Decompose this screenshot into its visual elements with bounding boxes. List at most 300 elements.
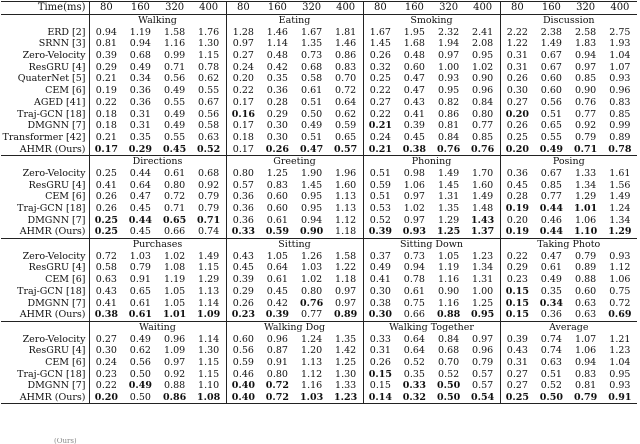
method-name-cell: Traj-GCN [18] [17, 108, 86, 120]
value-cell: 1.16 [438, 297, 460, 309]
value-cell: 0.39 [403, 120, 425, 132]
best-value-text: 0.14 [368, 392, 392, 404]
best-value-cell [569, 226, 603, 238]
value-cell: 1.02 [301, 274, 323, 286]
best-value-text: 0.33 [231, 226, 255, 238]
method-name-cell: Zero-Velocity [22, 167, 86, 179]
action-header-cell: Discussion [500, 14, 637, 26]
value-cell: 0.28 [266, 96, 288, 108]
table-row [1, 392, 637, 404]
value-cell: 1.30 [335, 368, 357, 380]
value-cell: 0.60 [266, 203, 288, 215]
value-cell: 0.52 [403, 356, 425, 368]
value-cell: 0.72 [609, 297, 631, 309]
value-cell: 0.97 [335, 285, 357, 297]
time-header-cell: 160 [123, 2, 157, 15]
value-cell: 0.29 [266, 108, 288, 120]
table-row [1, 108, 637, 120]
best-value-text: 1.10 [574, 226, 598, 238]
value-cell: 0.26 [363, 357, 397, 369]
table-row [1, 226, 637, 238]
best-value-text: 0.45 [163, 143, 187, 155]
value-cell: 0.83 [575, 368, 597, 380]
table-row [1, 97, 637, 109]
table-row [1, 380, 637, 392]
table-row [1, 85, 637, 97]
method-name-cell: Traj-GCN [18] [17, 368, 86, 380]
value-cell: 0.85 [609, 108, 631, 120]
best-value-text: 0.23 [231, 309, 255, 321]
method-name-cell: CEM [6] [45, 356, 86, 368]
time-header-cell: 320 [432, 2, 466, 15]
value-cell: 0.71 [164, 61, 186, 73]
table-row [1, 143, 637, 155]
value-cell: 0.83 [266, 179, 288, 191]
best-value-cell [397, 226, 431, 238]
value-cell: 0.63 [575, 297, 597, 309]
value-cell: 1.61 [609, 167, 631, 179]
value-cell: 0.96 [472, 85, 494, 97]
action-header-blank [1, 155, 89, 167]
value-cell: 0.26 [500, 120, 534, 132]
value-cell: 1.02 [403, 203, 425, 215]
value-cell: 1.34 [472, 262, 494, 274]
value-cell: 0.49 [164, 85, 186, 97]
best-value-text: 0.72 [265, 380, 289, 392]
table-row [1, 203, 637, 215]
best-value-text: 0.30 [368, 309, 392, 321]
best-value-text: 0.20 [505, 143, 529, 155]
action-header-cell: Taking Photo [500, 238, 637, 250]
value-cell: 0.23 [89, 368, 123, 380]
best-value-cell [226, 226, 260, 238]
value-cell: 0.93 [438, 73, 460, 85]
value-cell: 1.23 [472, 250, 494, 262]
value-cell: 0.63 [89, 274, 123, 286]
value-cell: 0.94 [403, 262, 425, 274]
value-cell: 0.56 [540, 96, 562, 108]
value-cell: 0.76 [575, 96, 597, 108]
best-value-cell [500, 108, 534, 120]
best-value-cell [123, 214, 157, 226]
value-cell: 0.29 [226, 286, 260, 298]
value-cell: 0.96 [266, 333, 288, 345]
best-value-text: 0.72 [265, 392, 289, 404]
value-cell: 1.19 [129, 26, 151, 38]
action-header-cell: Sitting [226, 238, 363, 250]
value-cell: 0.67 [540, 167, 562, 179]
value-cell: 1.12 [301, 368, 323, 380]
value-cell: 0.33 [363, 333, 397, 345]
value-cell: 0.51 [540, 368, 562, 380]
best-value-cell [192, 214, 226, 226]
action-header-row [1, 155, 637, 167]
best-value-cell [534, 226, 568, 238]
best-value-cell [329, 143, 363, 155]
table-row [1, 286, 637, 298]
value-cell: 0.60 [403, 61, 425, 73]
value-cell: 0.45 [129, 203, 151, 215]
action-header-cell: Eating [226, 14, 363, 26]
value-cell: 0.84 [438, 333, 460, 345]
best-value-text: 1.25 [437, 226, 461, 238]
best-value-cell [295, 143, 329, 155]
value-cell: 0.61 [403, 285, 425, 297]
best-value-text: 0.71 [197, 214, 221, 226]
best-value-text: 0.29 [128, 143, 152, 155]
value-cell: 1.07 [575, 333, 597, 345]
value-cell: 0.58 [198, 120, 220, 132]
value-cell: 0.56 [226, 345, 260, 357]
value-cell: 1.25 [472, 297, 494, 309]
value-cell: 1.46 [266, 26, 288, 38]
value-cell: 0.42 [266, 297, 288, 309]
value-cell: 1.13 [198, 285, 220, 297]
best-value-cell [295, 392, 329, 404]
value-cell: 1.93 [609, 38, 631, 50]
time-header-cell: 400 [192, 2, 226, 15]
value-cell: 1.02 [164, 250, 186, 262]
time-header-cell: 320 [158, 2, 192, 15]
value-cell: 2.08 [472, 38, 494, 50]
value-cell: 0.55 [198, 85, 220, 97]
value-cell: 0.64 [335, 96, 357, 108]
value-cell: 0.97 [438, 50, 460, 62]
best-value-text: 0.59 [265, 226, 289, 238]
time-header-cell: 80 [500, 2, 534, 15]
best-value-cell [500, 286, 534, 298]
value-cell: 0.70 [438, 356, 460, 368]
value-cell: 0.18 [89, 108, 123, 120]
best-value-cell [432, 226, 466, 238]
best-value-text: 0.50 [437, 380, 461, 392]
value-cell: 0.39 [89, 50, 123, 62]
best-value-cell [569, 203, 603, 215]
value-cell: 1.13 [335, 191, 357, 203]
best-value-text: 0.40 [231, 392, 255, 404]
time-header-label: Time(ms) [1, 2, 89, 15]
value-cell: 0.52 [438, 368, 460, 380]
value-cell: 0.52 [540, 380, 562, 392]
best-value-cell [192, 143, 226, 155]
time-header-cell: 160 [397, 2, 431, 15]
value-cell: 0.18 [226, 132, 260, 144]
best-value-text: 0.90 [300, 226, 324, 238]
value-cell: 0.22 [363, 108, 397, 120]
value-cell: 0.50 [301, 108, 323, 120]
value-cell: 0.97 [575, 61, 597, 73]
value-cell: 0.29 [500, 262, 534, 274]
value-cell: 0.62 [129, 345, 151, 357]
method-name-cell: AHMR (Ours) [1, 392, 89, 404]
value-cell: 1.96 [335, 167, 357, 179]
value-cell: 0.79 [472, 356, 494, 368]
value-cell: 0.85 [472, 131, 494, 143]
value-cell: 0.63 [575, 309, 597, 321]
value-cell: 0.51 [540, 108, 562, 120]
best-value-text: 0.71 [574, 143, 598, 155]
value-cell: 0.61 [540, 262, 562, 274]
value-cell: 0.35 [540, 285, 562, 297]
table-row [1, 179, 637, 191]
value-cell: 0.26 [363, 50, 397, 62]
best-value-cell [260, 380, 294, 392]
best-value-cell [363, 143, 397, 155]
value-cell: 0.81 [438, 120, 460, 132]
value-cell: 0.99 [609, 120, 631, 132]
value-cell: 1.25 [266, 167, 288, 179]
best-value-cell [123, 143, 157, 155]
value-cell: 0.82 [438, 96, 460, 108]
best-value-cell [226, 392, 260, 404]
value-cell: 0.88 [575, 274, 597, 286]
method-name-cell: DMGNN [7] [27, 214, 86, 226]
value-cell: 1.15 [198, 262, 220, 274]
value-cell: 0.80 [266, 368, 288, 380]
value-cell: 1.31 [472, 274, 494, 286]
value-cell: 0.66 [164, 226, 186, 238]
table-row [1, 333, 637, 345]
value-cell: 0.81 [575, 380, 597, 392]
value-cell: 1.46 [335, 38, 357, 50]
best-value-text: 0.38 [402, 143, 426, 155]
value-cell: 0.21 [89, 73, 123, 85]
value-cell: 1.29 [438, 214, 460, 226]
value-cell: 1.70 [472, 167, 494, 179]
value-cell: 0.22 [500, 250, 534, 262]
value-cell: 2.22 [500, 26, 534, 38]
footer-text: (Ours) [54, 438, 77, 444]
best-value-cell [603, 309, 637, 321]
value-cell: 0.51 [363, 191, 397, 203]
method-name-cell: ResGRU [4] [28, 61, 86, 73]
value-cell: 0.57 [472, 380, 494, 392]
table-row [1, 120, 637, 132]
value-cell: 0.97 [335, 297, 357, 309]
value-cell: 0.18 [89, 120, 123, 132]
best-value-cell [192, 392, 226, 404]
value-cell: 0.31 [500, 357, 534, 369]
value-cell: 0.51 [301, 131, 323, 143]
value-cell: 0.67 [540, 50, 562, 62]
value-cell: 0.53 [363, 203, 397, 215]
best-value-text: 0.61 [128, 309, 152, 321]
table-row [1, 345, 637, 357]
value-cell: 0.88 [164, 380, 186, 392]
value-cell: 1.83 [575, 38, 597, 50]
value-cell: 0.56 [198, 108, 220, 120]
method-name-cell: DMGNN [7] [27, 120, 86, 132]
value-cell: 1.16 [301, 380, 323, 392]
value-cell: 1.35 [301, 38, 323, 50]
table-row [1, 309, 637, 321]
value-cell: 1.45 [301, 179, 323, 191]
value-cell: 0.68 [301, 61, 323, 73]
value-cell: 0.60 [575, 285, 597, 297]
best-value-text: 0.76 [300, 297, 324, 309]
value-cell: 1.67 [363, 26, 397, 38]
method-name-cell: AHMR (Ours) [19, 226, 86, 238]
best-value-text: 0.93 [402, 226, 426, 238]
value-cell: 0.31 [500, 61, 534, 73]
best-value-cell [158, 392, 192, 404]
value-cell: 0.36 [129, 85, 151, 97]
value-cell: 1.31 [438, 191, 460, 203]
value-cell: 0.65 [129, 285, 151, 297]
value-cell: 0.59 [335, 120, 357, 132]
table-row [1, 262, 637, 274]
value-cell: 0.98 [403, 167, 425, 179]
action-header-row [1, 238, 637, 250]
best-value-text: 1.23 [334, 392, 358, 404]
best-value-text: 0.49 [539, 143, 563, 155]
value-cell: 0.87 [266, 345, 288, 357]
value-cell: 0.25 [363, 73, 397, 85]
best-value-cell [500, 143, 534, 155]
value-cell: 1.12 [335, 214, 357, 226]
value-cell: 0.97 [164, 356, 186, 368]
value-cell: 0.35 [129, 131, 151, 143]
value-cell: 0.80 [226, 168, 260, 180]
best-value-cell [397, 392, 431, 404]
best-value-text: 0.49 [128, 380, 152, 392]
best-value-text: 0.15 [505, 309, 529, 321]
value-cell: 0.83 [609, 96, 631, 108]
method-name-cell: AHMR (Ours) [19, 309, 86, 321]
value-cell: 0.39 [500, 333, 534, 345]
value-cell: 1.18 [335, 226, 357, 238]
value-cell: 0.77 [301, 309, 323, 321]
value-cell: 1.26 [301, 250, 323, 262]
value-cell: 0.41 [363, 274, 397, 286]
value-cell: 1.30 [198, 345, 220, 357]
value-cell: 0.48 [403, 50, 425, 62]
value-cell: 0.57 [226, 179, 260, 191]
value-cell: 0.79 [575, 250, 597, 262]
value-cell: 0.27 [500, 380, 534, 392]
value-cell: 0.61 [164, 167, 186, 179]
table-row [1, 73, 637, 85]
best-value-cell [89, 392, 123, 404]
value-cell: 1.06 [575, 345, 597, 357]
value-cell: 1.08 [164, 262, 186, 274]
value-cell: 1.95 [403, 26, 425, 38]
value-cell: 0.63 [198, 131, 220, 143]
best-value-cell [89, 143, 123, 155]
value-cell: 1.58 [164, 26, 186, 38]
value-cell: 0.51 [301, 96, 323, 108]
value-cell: 0.49 [540, 274, 562, 286]
value-cell: 0.59 [226, 357, 260, 369]
method-name-cell: AGED [41] [33, 96, 86, 108]
value-cell: 0.36 [266, 85, 288, 97]
value-cell: 0.65 [540, 120, 562, 132]
value-cell: 0.56 [164, 73, 186, 85]
best-value-text: 1.37 [471, 226, 495, 238]
value-cell: 1.68 [403, 38, 425, 50]
value-cell: 0.75 [403, 297, 425, 309]
value-cell: 0.64 [403, 345, 425, 357]
best-value-cell [534, 297, 568, 309]
value-cell: 0.49 [129, 333, 151, 345]
value-cell: 0.77 [575, 108, 597, 120]
method-name-cell: DMGNN [7] [27, 380, 86, 392]
value-cell: 1.30 [198, 38, 220, 50]
table-row [1, 168, 637, 180]
value-cell: 0.94 [575, 356, 597, 368]
value-cell: 0.66 [403, 309, 425, 321]
best-value-cell [466, 214, 500, 226]
value-cell: 0.36 [226, 191, 260, 203]
time-header-cell: 320 [295, 2, 329, 15]
value-cell: 0.27 [89, 333, 123, 345]
value-cell: 0.90 [575, 85, 597, 97]
value-cell: 1.24 [609, 203, 631, 215]
method-name-cell: CEM [6] [45, 191, 86, 203]
best-value-cell [500, 309, 534, 321]
value-cell: 0.43 [226, 250, 260, 262]
best-value-text: 1.01 [163, 309, 187, 321]
table-row [1, 368, 637, 380]
best-value-text: 0.39 [265, 309, 289, 321]
value-cell: 1.49 [198, 250, 220, 262]
value-cell: 1.28 [226, 26, 260, 38]
value-cell: 1.33 [575, 167, 597, 179]
value-cell: 0.78 [403, 274, 425, 286]
method-name-cell: Traj-GCN [18] [17, 285, 86, 297]
action-header-cell: Walking Dog [226, 321, 363, 333]
best-value-cell [158, 214, 192, 226]
value-cell: 0.24 [363, 132, 397, 144]
value-cell: 0.27 [500, 368, 534, 380]
value-cell: 0.27 [363, 97, 397, 109]
best-value-text: 0.91 [608, 392, 632, 404]
value-cell: 0.68 [438, 345, 460, 357]
method-name-cell: ResGRU [4] [28, 179, 86, 191]
value-cell: 0.32 [363, 61, 397, 73]
best-value-text: 0.54 [471, 392, 495, 404]
best-value-text: 1.29 [608, 226, 632, 238]
best-value-cell [603, 143, 637, 155]
value-cell: 0.74 [540, 345, 562, 357]
value-cell: 0.49 [363, 262, 397, 274]
value-cell: 0.96 [472, 345, 494, 357]
value-cell: 1.19 [164, 274, 186, 286]
action-header-cell: Purchases [89, 238, 226, 250]
value-cell: 0.37 [363, 250, 397, 262]
value-cell: 0.23 [500, 274, 534, 286]
value-cell: 0.79 [575, 131, 597, 143]
value-cell: 0.97 [226, 38, 260, 50]
value-cell: 1.48 [472, 203, 494, 215]
value-cell: 0.77 [540, 191, 562, 203]
value-cell: 0.35 [266, 73, 288, 85]
value-cell: 1.34 [609, 214, 631, 226]
best-value-cell [260, 143, 294, 155]
value-cell: 0.30 [363, 286, 397, 298]
value-cell: 0.64 [403, 333, 425, 345]
value-cell: 0.25 [89, 168, 123, 180]
value-cell: 0.31 [129, 108, 151, 120]
best-value-text: 0.44 [128, 214, 152, 226]
value-cell: 0.22 [226, 85, 260, 97]
value-cell: 1.00 [438, 61, 460, 73]
value-cell: 0.92 [164, 368, 186, 380]
action-header-cell: Walking [89, 14, 226, 26]
value-cell: 1.18 [335, 274, 357, 286]
value-cell: 0.63 [540, 356, 562, 368]
value-cell: 1.05 [438, 250, 460, 262]
